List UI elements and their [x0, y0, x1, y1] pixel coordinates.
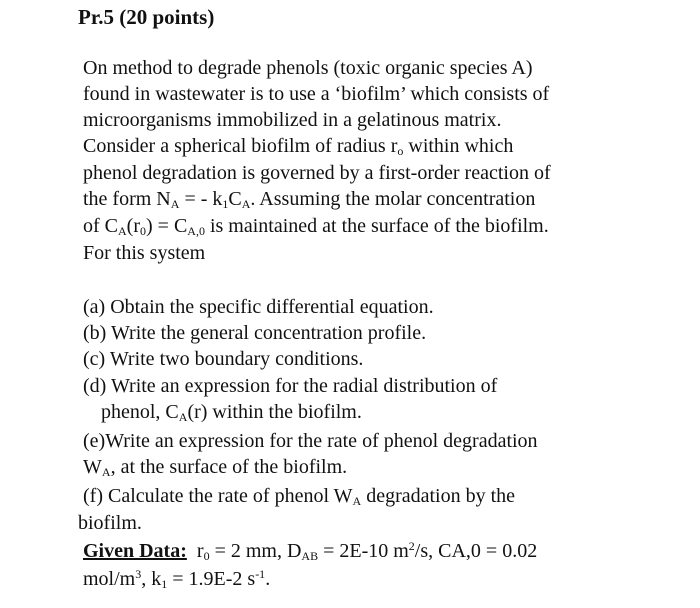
intro-line-3: microorganisms immobilized in a gelatinous matrix. [83, 109, 502, 131]
given-data-line-1: Given Data: $r_0 = 2$ mm, $D_{AB} = 2E-10$ $m^2/s$, CA,0 = 0.02 [83, 539, 538, 563]
intro-line-7: of $C_A(r_0) = C_{A,0}$ is maintained at the surface of the biofilm. [83, 215, 549, 238]
part-e-line-2: $W_A$, at the surface of the biofilm. [83, 456, 348, 479]
part-d-line-1: (d) Write an expression for the radial distribution of [83, 375, 498, 397]
intro-line-6: the form $N_A$ = - $k_1C_A$. Assuming the molar concentration [83, 188, 536, 211]
part-f-line-1: (f) Calculate the rate of phenol $W_A$ degradation by the [83, 485, 516, 508]
part-d-line-2: phenol, $C_A(r)$ within the biofilm. [101, 401, 362, 424]
given-data-line-2: mol/$m^3$, $k_1 = 1.9E-2$ $s^{-1}$. [83, 567, 271, 591]
intro-line-4: Consider a spherical biofilm of radius $r_o$ within which [83, 135, 514, 158]
intro-line-2: found in wastewater is to use a ‘biofilm’ which consists of [83, 83, 550, 105]
part-f-line-2: biofilm. [78, 512, 142, 534]
intro-line-8: For this system [83, 242, 206, 264]
part-a: (a) Obtain the specific differential equation. [83, 296, 434, 318]
intro-line-5: phenol degradation is governed by a first-order reaction of [83, 162, 551, 184]
intro-line-1: On method to degrade phenols (toxic organic species A) [83, 57, 533, 79]
part-b: (b) Write the general concentration profile. [83, 322, 427, 344]
part-c: (c) Write two boundary conditions. [83, 348, 364, 370]
problem-title: Pr.5 (20 points) [78, 5, 215, 29]
given-data-label: Given Data: [83, 540, 187, 562]
part-e-line-1: (e)Write an expression for the rate of phenol degradation [83, 430, 538, 452]
